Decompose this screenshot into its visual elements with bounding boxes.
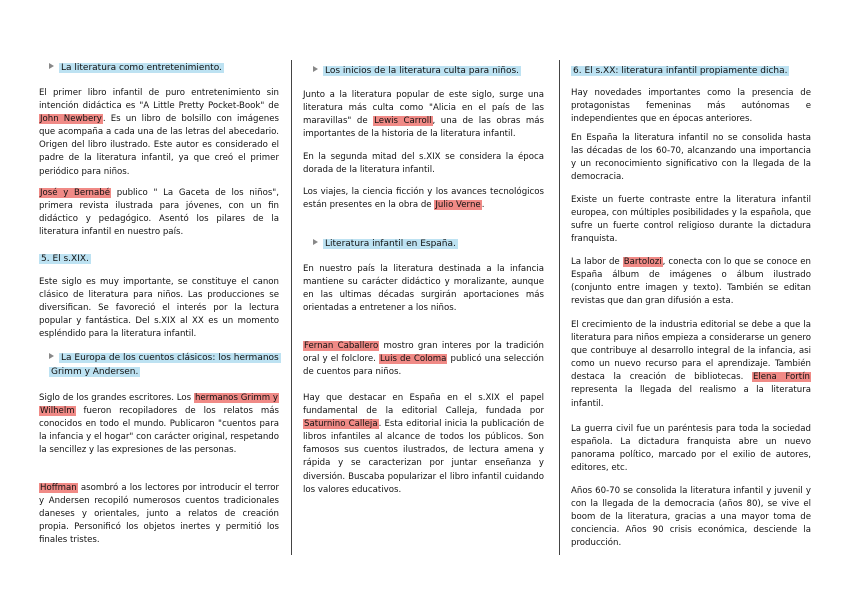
heading-literatura-espana: Literatura infantil en España. bbox=[313, 237, 544, 251]
paragraph-espana-consolida: En España la literatura infantil no se consolida hasta las décadas de los 60-70, alcanzando una importancia y un reconocimiento significativo con la llegada de la democracia. bbox=[571, 133, 811, 183]
paragraph-epoca-dorada: En la segunda mitad del s.XIX se considera la época dorada de la literatura infantil. bbox=[303, 152, 544, 176]
triangle-bullet-icon bbox=[49, 353, 54, 359]
paragraph-carroll: Junto a la literatura popular de este siglo, surge una literatura más culta como "Alicia en el país de las maravillas" de Lewis Carroll, una de las obras más importantes de la historia de la literatura infantil. bbox=[303, 90, 545, 140]
column-divider-right bbox=[559, 60, 560, 555]
paragraph-newbery: El primer libro infantil de puro entretenimiento sin intención didáctica es "A Little Pretty Pocket-Book" de John Newbery. Es un libro de bolsillo con imágenes que acompaña a cada una de las letras del abecedario. Origen del libro ilustrado. Este autor es considerado el padre de la literatura infantil, ya que creó el primer periódico para niños. bbox=[39, 88, 279, 177]
paragraph-guerra-civil: La guerra civil fue un paréntesis para toda la sociedad española. La dictadura franquista abre un nuevo panorama político, marcado por el exilio de autores, editores, etc. bbox=[571, 424, 811, 474]
paragraph-siglo-xix: Este siglo es muy importante, se constituye el canon clásico de literatura para niños. Las producciones se diversifican. Se favoreció el interés por la lectura popular y fantástica. Del s.XIX al XX es un momento espléndido para la literatura infantil. bbox=[39, 277, 279, 340]
triangle-bullet-icon bbox=[313, 66, 318, 72]
heading-siglo-xx: 6. El s.XX: literatura infantil propiamente dicha. bbox=[573, 66, 788, 76]
paragraph-caballero-coloma: Fernan Caballero mostro gran interes por la tradición oral y el folclore. Luis de Coloma publicó una selección de cuentos para niños. bbox=[303, 341, 545, 378]
heading-entretenimiento: La literatura como entretenimiento. bbox=[49, 61, 274, 75]
paragraph-bartolozi: La labor de Bartolozi, conecta con lo que se conoce en España álbum de imágenes o álbum ilustrado (conjunto entre imagen y texto). También se editan revistas que dan gran difusión a esta. bbox=[571, 257, 811, 307]
column-divider-left bbox=[291, 60, 292, 555]
paragraph-contraste: Existe un fuerte contraste entre la literatura infantil europea, con múltiples posibilidades y la española, que sufre un fuerte control religioso durante la dictadura franquista. bbox=[571, 195, 811, 245]
paragraph-jose-bernabe: José y Bernabé publico " La Gaceta de los niños", primera revista ilustrada para jóvenes, con un fin didáctico y pedagógico. Asentó los pilares de la literatura infantil en nuestro país. bbox=[39, 188, 279, 238]
paragraph-industria-editorial: El crecimiento de la industria editorial se debe a que la literatura para niños empieza a considerarse un genero que contribuye al desarrollo integral de la infancia, asi como un nuevo recurso para el aprendizaje. También destaca la creación de bibliotecas. Elena Fortín representa la llegada del realismo a la literatura infantil. bbox=[571, 320, 811, 409]
triangle-bullet-icon bbox=[49, 63, 54, 69]
column-1 bbox=[39, 0, 279, 599]
paragraph-calleja: Hay que destacar en España en el s.XIX el papel fundamental de la editorial Calleja, fundada por Saturnino Calleja. Esta editorial inicia la publicación de libros infantiles al alcance de todos los públicos. Son famosos sus cuentos ilustrados, de lectura amena y rápida y se caracterizan por juntar enseñanza y diversión. Buscaba popularizar el libro infantil cuidando los valores educativos. bbox=[303, 393, 544, 495]
paragraph-nuestro-pais: En nuestro país la literatura destinada a la infancia mantiene su carácter didáctico y moralizante, aunque en las ultimas décadas surgirán aportaciones más orientadas a entretener a los niños. bbox=[303, 264, 544, 314]
paragraph-anos-60-70: Años 60-70 se consolida la literatura infantil y juvenil y con la llegada de la democracia (años 80), se vive el boom de la literatura, gracias a una mayor toma de conciencia. Años 90 crisis económica, desciende la producción. bbox=[571, 486, 811, 549]
paragraph-protagonistas: Hay novedades importantes como la presencia de protagonistas femeninas más autónomas e independientes que en épocas anteriores. bbox=[571, 88, 811, 125]
triangle-bullet-icon bbox=[313, 239, 318, 245]
column-2 bbox=[303, 0, 544, 599]
paragraph-grimm: Siglo de los grandes escritores. Los hermanos Grimm y Wilhelm fueron recopiladores de los relatos más conocidos en todo el mundo. Publicaron "cuentos para la infancia y el hogar" con carácter original, respetando la sencillez y las expresiones de las personas. bbox=[39, 393, 279, 456]
heading-siglo-xix: 5. El s.XIX. bbox=[41, 254, 89, 264]
column-3 bbox=[571, 0, 811, 599]
paragraph-verne: Los viajes, la ciencia ficción y los avances tecnológicos están presentes en la obra de Julio Verne. bbox=[303, 187, 544, 211]
paragraph-hoffman: Hoffman asombró a los lectores por introducir el terror y Andersen recopiló numerosos cuentos tradicionales daneses y orientales, junto a relatos de creación propia. Personificó los objetos inertes y permitió los finales tristes. bbox=[39, 483, 279, 546]
heading-literatura-culta: Los inicios de la literatura culta para niños. bbox=[313, 64, 544, 78]
heading-europa-cuentos: La Europa de los cuentos clásicos: los hermanos Grimm y Andersen. bbox=[51, 353, 279, 377]
